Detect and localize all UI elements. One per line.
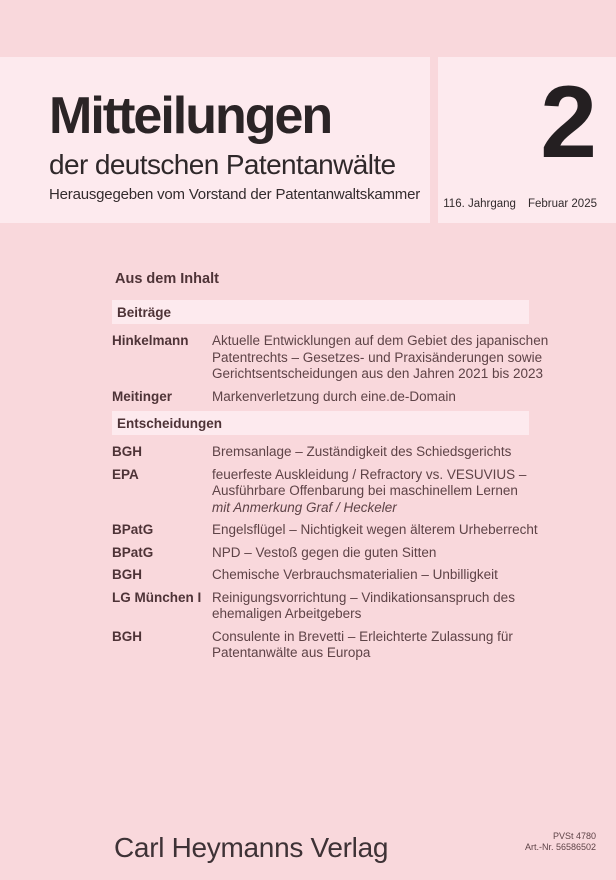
journal-title: Mitteilungen [49, 87, 332, 145]
toc-row [112, 567, 529, 584]
desc-line: Engelsflügel – Nichtigkeit wegen älterem Urheberrecht [212, 522, 538, 537]
toc-row-description [212, 389, 529, 406]
desc-line: Aktuelle Entwicklungen auf dem Gebiet des japanischen [212, 333, 549, 348]
masthead-panel [0, 57, 430, 223]
toc-row [112, 467, 529, 517]
toc-row-description [212, 629, 529, 662]
publisher-name: Carl Heymanns Verlag [114, 832, 389, 863]
postal-id: PVSt 4780 [552, 831, 596, 841]
issue-volume: 116. Jahrgang [443, 198, 516, 210]
article-number: Art.-Nr. 56586502 [524, 841, 596, 852]
desc-line: NPD – Vestoß gegen die guten Sitten [212, 544, 437, 560]
toc-row-label: BGH [112, 444, 142, 459]
toc-row [112, 333, 549, 383]
table-of-contents [112, 271, 549, 668]
toc-row-description [212, 444, 529, 461]
desc-line: ehemaligen Arbeitgebers [212, 606, 362, 621]
section-title: Beiträge [117, 304, 172, 320]
toc-row [112, 590, 529, 623]
toc-row-label: BGH [112, 628, 142, 644]
desc-line: feuerfeste Auskleidung / Refractory vs. VESUVIUS – [212, 466, 527, 482]
issue-meta [443, 198, 597, 210]
dispatch-info [525, 831, 596, 852]
toc-row-description [212, 545, 529, 562]
toc-row [112, 444, 529, 461]
issue-panel [438, 57, 616, 223]
desc-line: Patentanwälte aus Europa [212, 645, 371, 660]
toc-row [112, 389, 529, 406]
toc-row-label: Meitinger [112, 388, 173, 404]
desc-line: Consulente in Brevetti – Erleichterte Zulassung für [212, 628, 513, 644]
desc-line: Ausführbare Offenbarung bei maschinellem Lernen [212, 483, 518, 498]
issue-month: Februar 2025 [527, 198, 597, 210]
desc-line: Patentrechts – Gesetzes- und Praxisänderungen sowie [212, 349, 543, 365]
toc-row-label: Hinkelmann [112, 333, 189, 348]
toc-row [112, 545, 529, 562]
annotation-line: mit Anmerkung Graf / Heckeler [212, 499, 397, 515]
toc-heading: Aus dem Inhalt [115, 271, 219, 287]
toc-row-description [212, 522, 538, 539]
desc-line: Bremsanlage – Zuständigkeit des Schiedsgerichts [212, 444, 512, 459]
toc-row-description [212, 567, 529, 584]
masthead-publisher-line: Herausgegeben vom Vorstand der Patentanwaltskammer [49, 186, 421, 204]
toc-row-label: LG München I [112, 589, 202, 605]
section-bar-entscheidungen [112, 411, 529, 435]
toc-row-description [212, 467, 529, 517]
desc-line: Reinigungsvorrichtung – Vindikationsanspruch des [212, 589, 515, 605]
desc-line: Gerichtsentscheidungen aus den Jahren 2021 bis 2023 [212, 366, 543, 381]
toc-row [112, 522, 538, 539]
toc-row-label: EPA [112, 466, 139, 482]
section-title: Entscheidungen [117, 415, 223, 431]
journal-subtitle: der deutschen Patentanwälte [49, 149, 396, 180]
desc-line: Chemische Verbrauchsmaterialien – Unbilligkeit [212, 567, 498, 582]
toc-row-label: BPatG [112, 522, 154, 537]
toc-row [112, 629, 529, 662]
section-bar-beitraege [112, 300, 529, 324]
desc-line: Markenverletzung durch eine.de-Domain [212, 388, 456, 404]
toc-row-description [212, 590, 529, 623]
toc-row-label: BPatG [112, 544, 154, 560]
toc-row-label: BGH [112, 567, 142, 582]
issue-number: 2 [540, 65, 597, 179]
toc-row-description [212, 333, 548, 383]
